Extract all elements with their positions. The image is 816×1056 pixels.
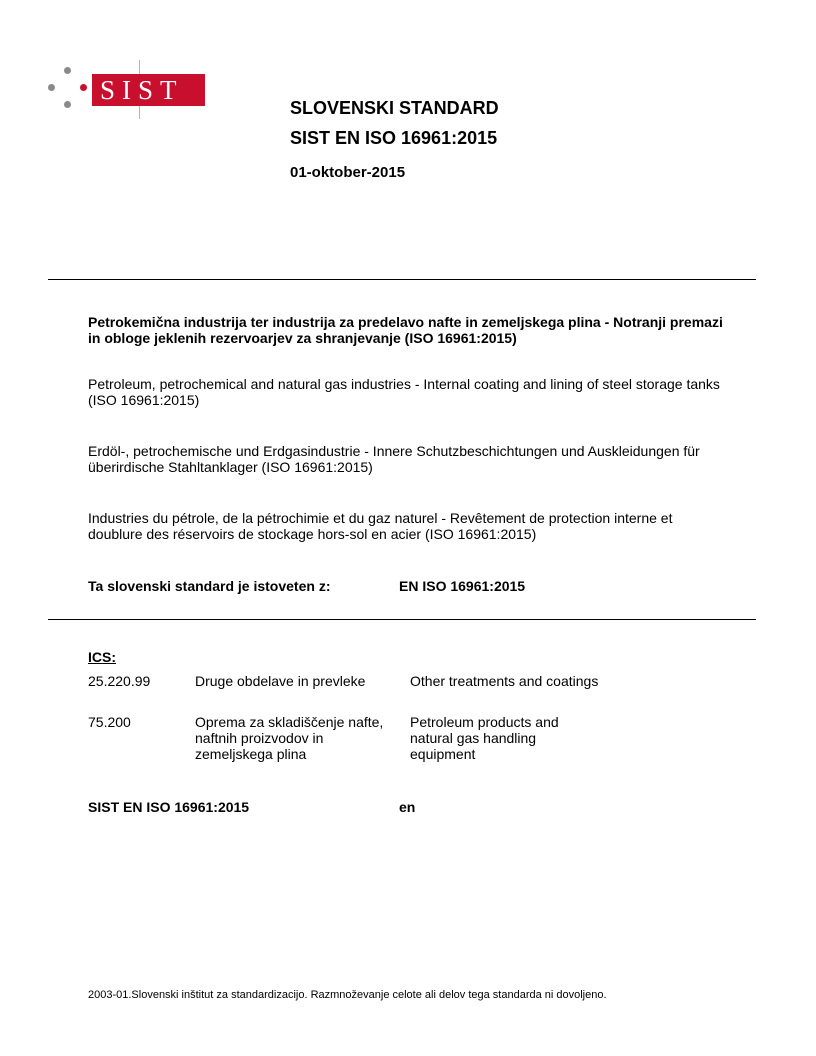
summary-language: en [399,799,416,815]
publication-date: 01-oktober-2015 [290,164,406,181]
title-slovenian: Petrokemična industrija ter industrija za predelavo nafte in zemeljskega plina - Notranji premazi in obloge jeklenih rezervoarjev za shranjevanje (ISO 16961:2015) [88,314,723,346]
copyright-footer: 2003-01.Slovenski inštitut za standardizacijo. Razmnoževanje celote ali delov tega standarda ni dovoljeno. [88,989,607,1001]
standard-heading: SLOVENSKI STANDARD [290,98,499,118]
identity-value: EN ISO 16961:2015 [399,578,526,594]
sist-logo [0,0,210,120]
ics-description-sl: Druge obdelave in prevleke [195,673,366,689]
logo-dot-icon [80,84,87,91]
ics-code: 75.200 [88,714,131,730]
identity-label: Ta slovenski standard je istoveten z: [88,578,331,594]
ics-code: 25.220.99 [88,673,151,689]
summary-standard: SIST EN ISO 16961:2015 [88,799,250,815]
logo-dot-icon [64,101,71,108]
logo-dot-icon [48,84,55,91]
ics-description-en: Other treatments and coatings [410,673,599,689]
title-french: Industries du pétrole, de la pétrochimie et du gaz naturel - Revêtement de protection interne et doublure des réservoirs de stockage hors-sol en acier (ISO 16961:2015) [88,510,673,542]
divider-bottom [48,619,756,620]
title-german: Erdöl-, petrochemische und Erdgasindustrie - Innere Schutzbeschichtungen und Auskleidungen für überirdische Stahltanklager (ISO 16961:2015) [88,443,700,475]
title-english: Petroleum, petrochemical and natural gas industries - Internal coating and lining of steel storage tanks (ISO 16961:2015) [88,376,720,408]
standard-number: SIST EN ISO 16961:2015 [290,128,498,148]
ics-description-sl: Oprema za skladiščenje nafte, naftnih proizvodov in zemeljskega plina [195,714,384,762]
ics-description-en: Petroleum products and natural gas handling equipment [410,714,559,762]
divider-top [48,279,756,280]
logo-dot-icon [64,67,71,74]
ics-label: ICS: [88,649,116,665]
logo-wordmark: SIST [92,74,205,106]
